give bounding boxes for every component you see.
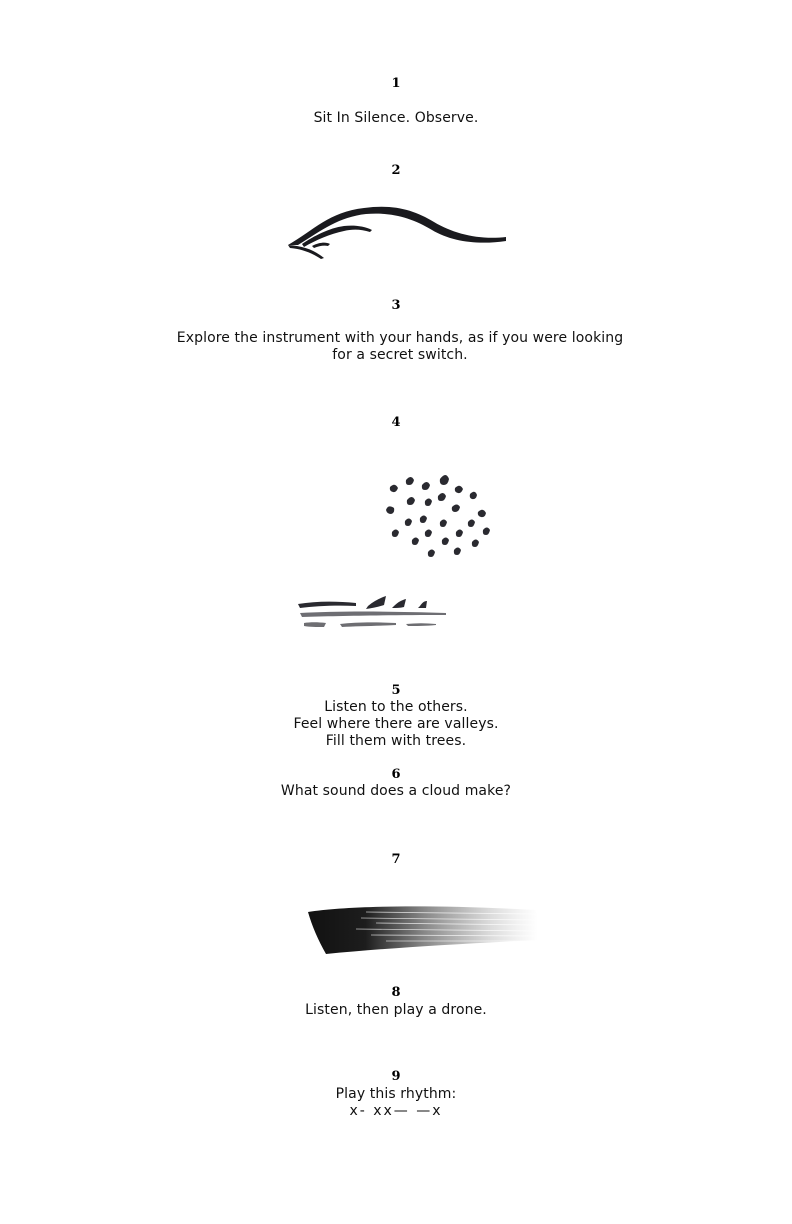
ink-dots-cluster-icon (380, 470, 500, 565)
step-5-line-1: Listen to the others. (324, 699, 468, 715)
step-text-8: Listen, then play a drone. (305, 1002, 487, 1018)
step-9-line-1: Play this rhythm: (335, 1086, 457, 1102)
step-number-9: 9 (391, 1069, 401, 1084)
step-text-6: What sound does a cloud make? (280, 783, 512, 799)
step-number-6: 6 (391, 767, 401, 782)
dry-brush-stroke-icon (306, 900, 542, 958)
step-number-4: 4 (391, 415, 401, 430)
step-number-2: 2 (391, 163, 401, 178)
step-number-3: 3 (391, 298, 401, 313)
step-text-3: Explore the instrument with your hands, as if you were looking for a secret switch. (176, 330, 624, 363)
step-number-7: 7 (391, 852, 401, 867)
step-5-line-3: Fill them with trees. (325, 733, 467, 749)
curved-arrow-brushstroke-icon (284, 200, 510, 262)
brush-lines-icon (296, 596, 462, 636)
step-number-8: 8 (391, 985, 401, 1000)
step-number-1: 1 (391, 76, 401, 91)
step-text-1: Sit In Silence. Observe. (313, 110, 479, 126)
rhythm-notation: x- xx— —x (349, 1103, 443, 1119)
step-number-5: 5 (391, 683, 401, 698)
step-5-line-2: Feel where there are valleys. (293, 716, 499, 732)
